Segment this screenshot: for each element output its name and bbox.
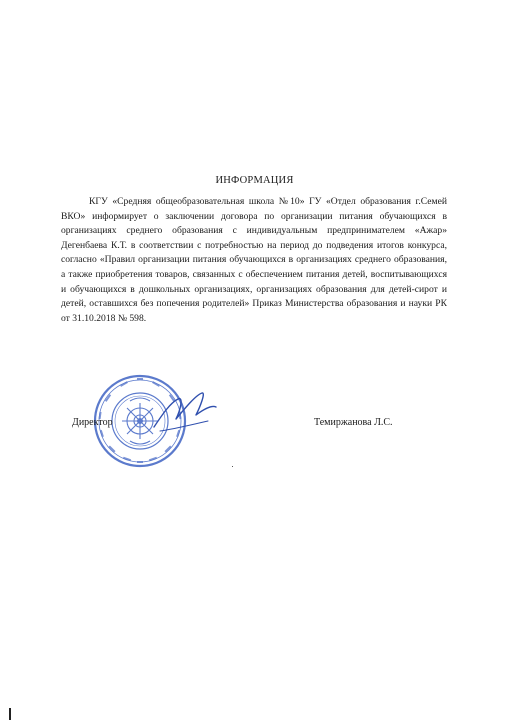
signature-row: [0, 417, 509, 433]
signer-role-label: Директор: [72, 417, 113, 428]
signer-name: Темиржанова Л.С.: [314, 417, 393, 428]
handwritten-signature: [150, 385, 220, 440]
document-body-paragraph: КГУ «Средняя общеобразовательная школа №10» ГУ «Отдел образования г.Семей ВКО» информирует о заключении договора по организации питания обучающихся в организациях среднего образования с индивидуальным предпринимателем «Ажар» Дегенбаева К.Т. в соответствии с потребностью на период до подведения итогов конкурса, согласно «Правил организации питания обучающихся в организациях среднего образования, а также приобретения товаров, связанных с обеспечением питания детей, воспитывающихся и обучающихся в дошкольных организациях, организациях образования для детей-сирот и детей, оставшихся без попечения родителей» Приказ Министерства образования и науки РК от 31.10.2018 № 598.: [61, 196, 447, 324]
scan-edge-mark: [9, 708, 11, 720]
scan-speck: [232, 466, 233, 467]
document-title: ИНФОРМАЦИЯ: [215, 175, 294, 186]
